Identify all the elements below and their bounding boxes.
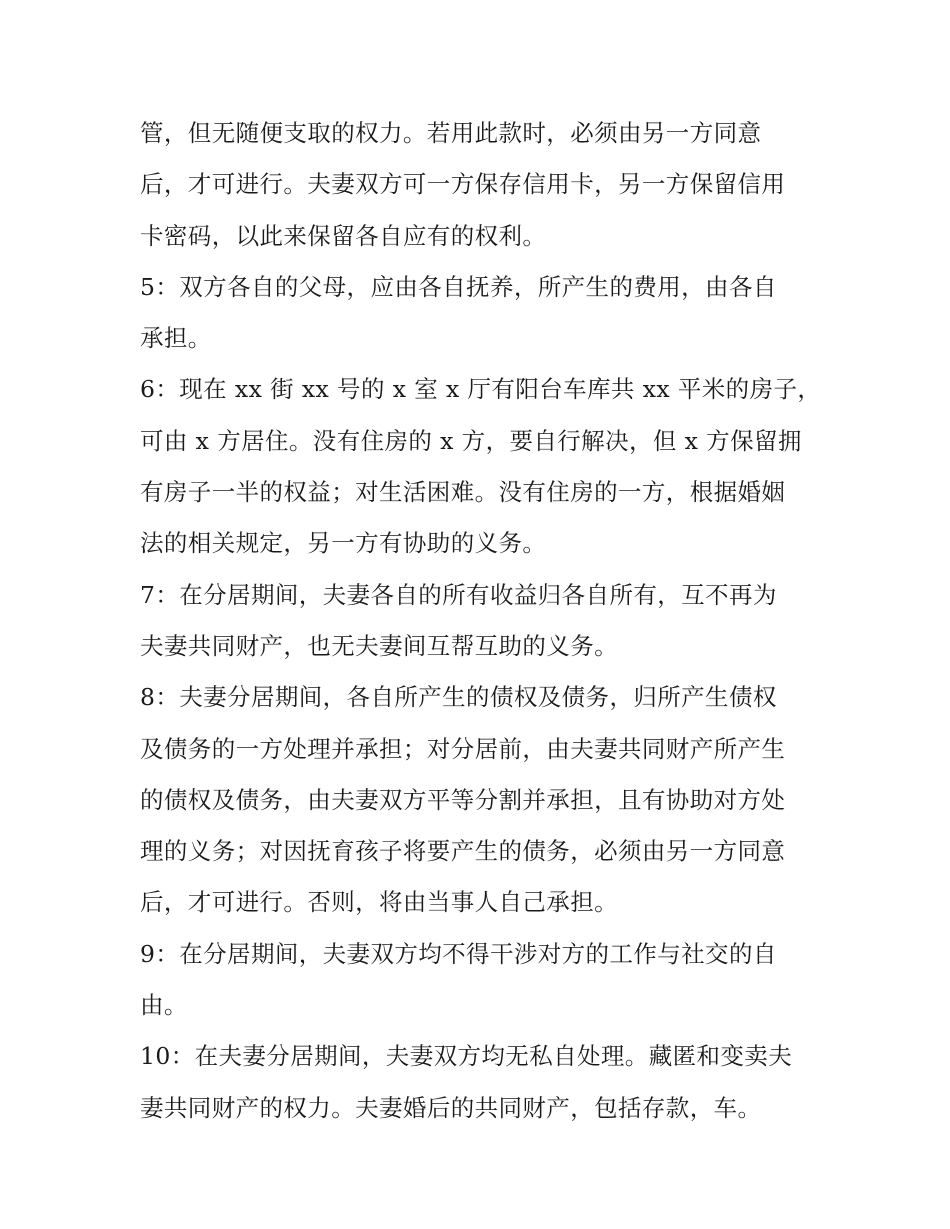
text-line: 承担。	[140, 324, 212, 353]
document-body	[140, 108, 820, 1134]
text-line: 后，才可进行。夫妻双方可一方保存信用卡，另一方保留信用	[140, 170, 786, 199]
text-line: 妻共同财产的权力。夫妻婚后的共同财产，包括存款，车。	[140, 1093, 762, 1122]
text-line: 的债权及债务，由夫妻双方平等分割并承担，且有协助对方处	[140, 785, 786, 814]
text-line: 理的义务；对因抚育孩子将要产生的债务，必须由另一方同意	[140, 837, 786, 866]
text-line: 后，才可进行。否则，将由当事人自己承担。	[140, 888, 618, 917]
text-line: 8：夫妻分居期间，各自所产生的债权及债务，归所产生债权	[140, 683, 777, 712]
text-line: 夫妻共同财产，也无夫妻间互帮互助的义务。	[140, 631, 618, 660]
text-line: 可由 x 方居住。没有住房的 x 方，要自行解决，但 x 方保留拥	[140, 426, 802, 455]
text-line: 有房子一半的权益；对生活困难。没有住房的一方，根据婚姻	[140, 478, 786, 507]
text-line: 9：在分居期间，夫妻双方均不得干涉对方的工作与社交的自	[140, 939, 777, 968]
text-line: 法的相关规定，另一方有协助的义务。	[140, 529, 547, 558]
text-line: 5：双方各自的父母，应由各自抚养，所产生的费用，由各自	[140, 272, 777, 301]
text-line: 6：现在 xx 街 xx 号的 x 室 x 厅有阳台车库共 xx 平米的房子，	[140, 375, 822, 404]
text-line: 10：在夫妻分居期间，夫妻双方均无私自处理。藏匿和变卖夫	[140, 1042, 793, 1071]
text-line: 及债务的一方处理并承担；对分居前，由夫妻共同财产所产生	[140, 734, 786, 763]
text-line: 7：在分居期间，夫妻各自的所有收益归各自所有，互不再为	[140, 580, 777, 609]
text-line: 管，但无随便支取的权力。若用此款时，必须由另一方同意	[140, 119, 762, 147]
text-line: 卡密码，以此来保留各自应有的权利。	[140, 221, 547, 250]
text-line: 由。	[140, 991, 188, 1020]
